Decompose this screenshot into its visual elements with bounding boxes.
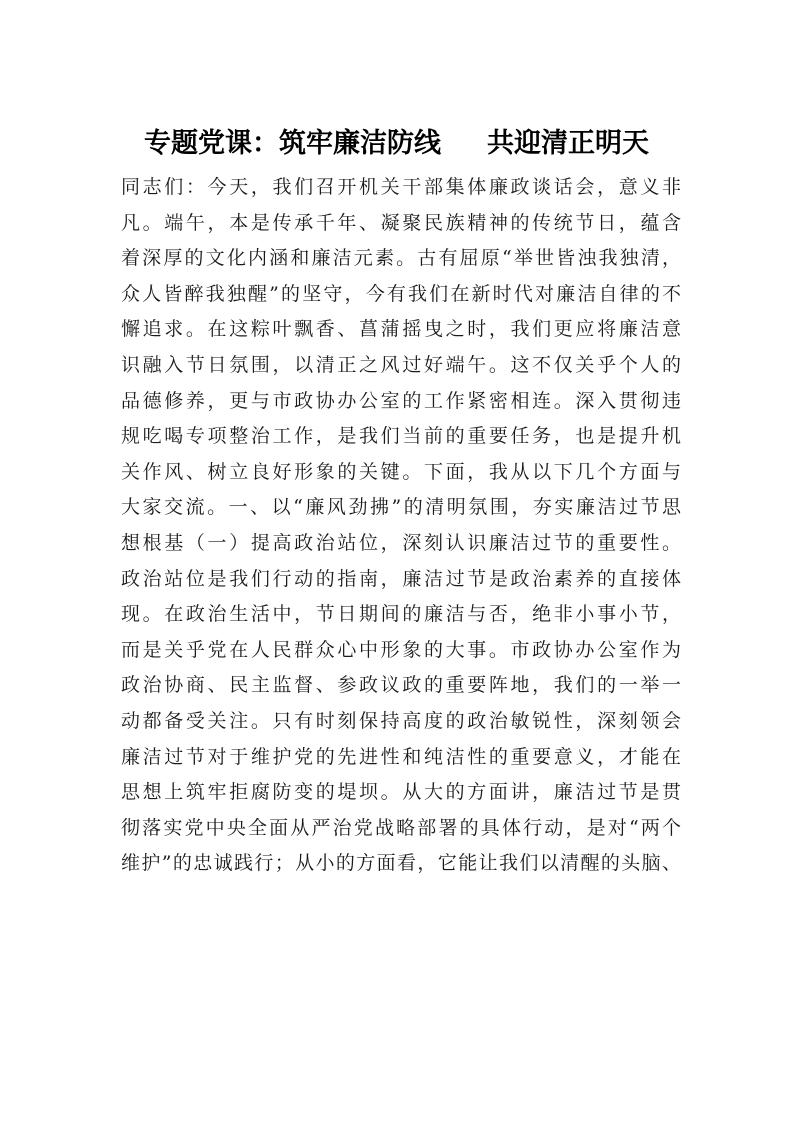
body-line: 关作风、树立良好形象的关键。下面，我从以下几个方面与 xyxy=(121,460,681,483)
body-line: 维护”的忠诚践行；从小的方面看，它能让我们以清醒的头脑、 xyxy=(121,852,681,875)
body-line: 想根基（一）提高政治站位，深刻认识廉洁过节的重要性。 xyxy=(121,531,681,554)
body-line: 现。在政治生活中，节日期间的廉洁与否，绝非小事小节， xyxy=(121,603,681,626)
body-line: 同志们：今天，我们召开机关干部集体廉政谈话会，意义非 xyxy=(121,176,681,198)
body-line: 大家交流。一、以“廉风劲拂”的清明氛围，夯实廉洁过节思 xyxy=(121,496,681,519)
body-line: 政治站位是我们行动的指南，廉洁过节是政治素养的直接体 xyxy=(121,567,681,590)
body-line: 政治协商、民主监督、参政议政的重要阵地，我们的一举一 xyxy=(121,674,681,697)
title-part-1: 专题党课：筑牢廉洁防线 xyxy=(144,128,441,159)
body-line: 彻落实党中央全面从严治党战略部署的具体行动，是对“两个 xyxy=(121,816,681,839)
title-part-2: 共迎清正明天 xyxy=(487,128,649,159)
document-body xyxy=(121,170,681,882)
body-line: 廉洁过节对于维护党的先进性和纯洁性的重要意义，才能在 xyxy=(121,745,681,768)
body-line: 品德修养，更与市政协办公室的工作紧密相连。深入贯彻违 xyxy=(121,389,681,412)
body-line: 动都备受关注。只有时刻保持高度的政治敏锐性，深刻领会 xyxy=(121,709,681,732)
body-line: 识融入节日氛围，以清正之风过好端午。这不仅关乎个人的 xyxy=(121,353,681,376)
body-line: 规吃喝专项整治工作，是我们当前的重要任务，也是提升机 xyxy=(121,425,681,448)
body-line: 懈追求。在这粽叶飘香、菖蒲摇曳之时，我们更应将廉洁意 xyxy=(121,318,681,341)
body-line: 思想上筑牢拒腐防变的堤坝。从大的方面讲，廉洁过节是贯 xyxy=(121,781,681,804)
body-line: 而是关乎党在人民群众心中形象的大事。市政协办公室作为 xyxy=(121,638,681,661)
body-line: 凡。端午，本是传承千年、凝聚民族精神的传统节日，蕴含 xyxy=(121,211,681,234)
body-line: 众人皆醉我独醒”的坚守，今有我们在新时代对廉洁自律的不 xyxy=(121,282,681,305)
body-line: 着深厚的文化内涵和廉洁元素。古有屈原“举世皆浊我独清， xyxy=(121,247,681,270)
document-title xyxy=(0,124,793,164)
